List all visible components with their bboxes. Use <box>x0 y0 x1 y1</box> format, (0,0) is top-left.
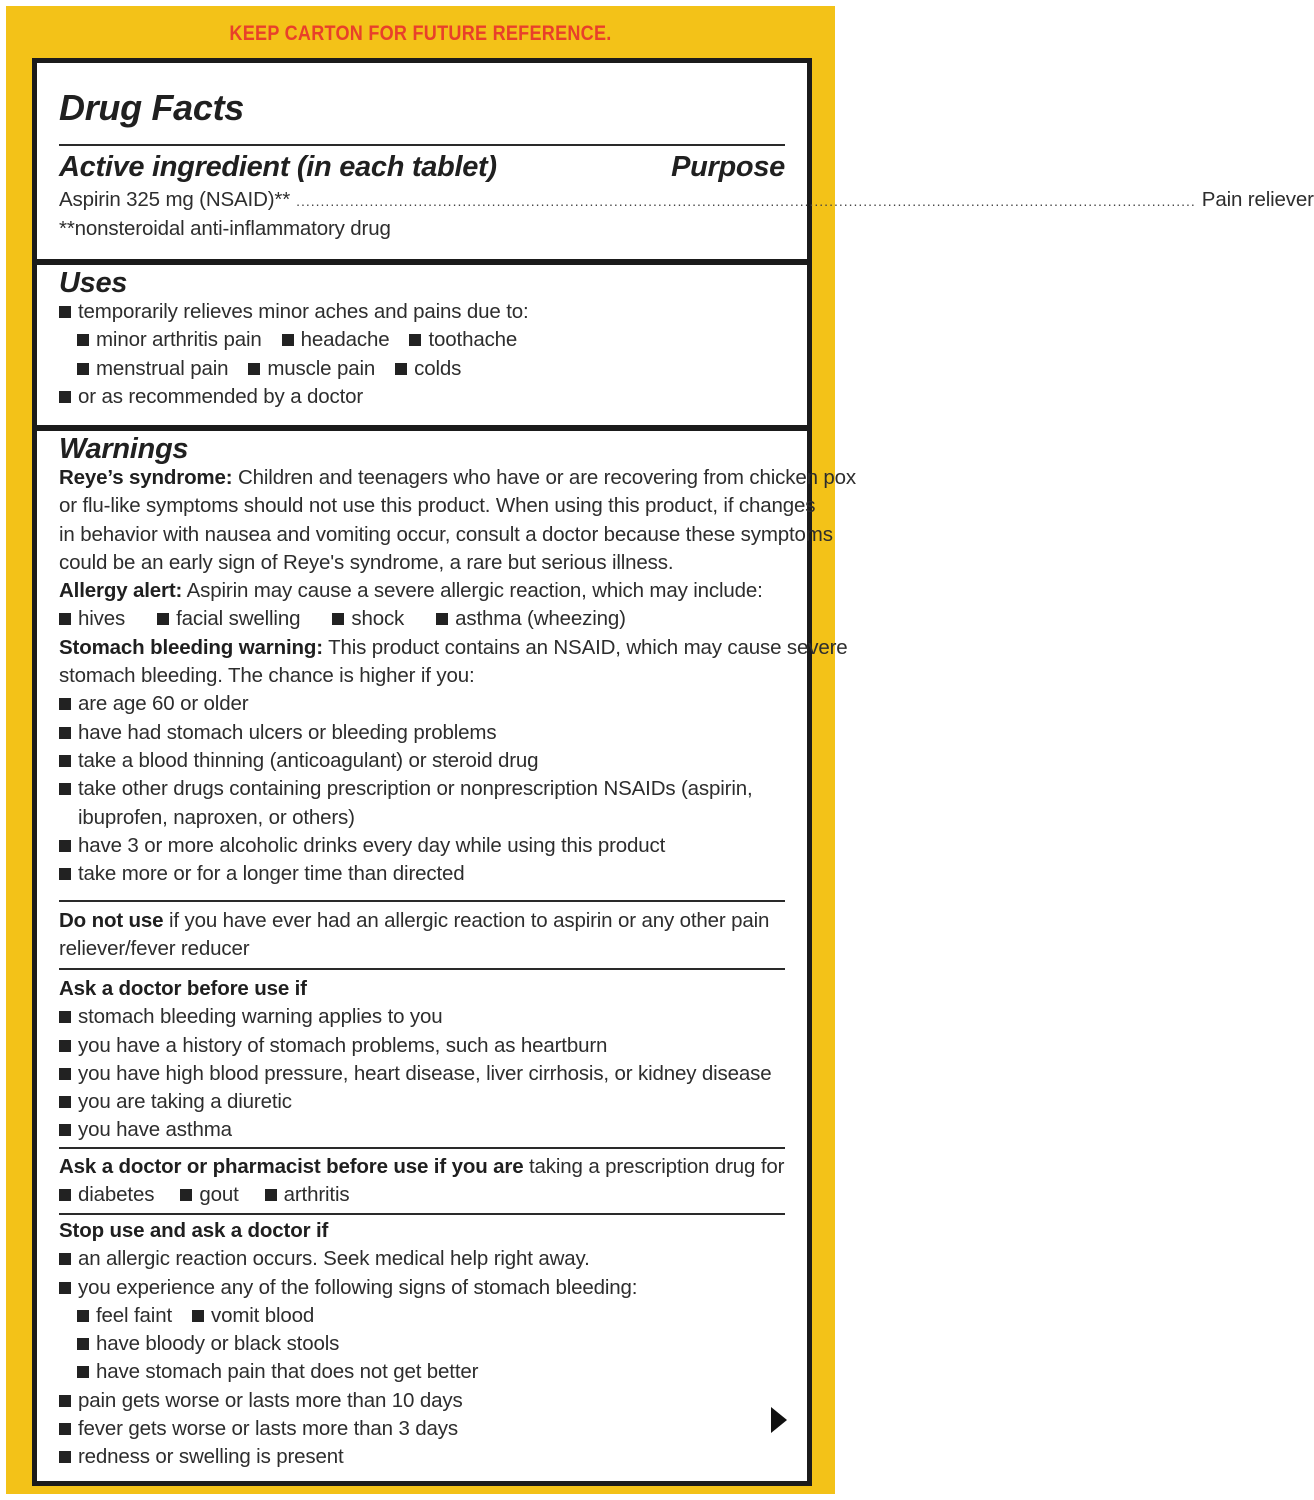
stop-use-item-1: an allergic reaction occurs. Seek medical help right away. <box>59 1245 785 1273</box>
warnings-section <box>37 433 856 888</box>
bullet-icon <box>59 1282 71 1294</box>
stomach-item-5: have 3 or more alcoholic drinks every day while using this product <box>59 832 785 860</box>
drug-facts-title: Drug Facts <box>59 87 245 128</box>
ask-doctor-item-2: you have a history of stomach problems, such as heartburn <box>59 1032 785 1060</box>
active-ingredient-heading: Active ingredient (in each tablet) <box>59 151 497 183</box>
uses-heading: Uses <box>59 267 128 299</box>
uses-section <box>37 267 807 411</box>
bullet-icon <box>59 727 71 739</box>
bullet-icon <box>59 1253 71 1265</box>
bullet-icon <box>180 1189 192 1201</box>
stomach-warning-1: Stomach bleeding warning: This product contains an NSAID, which may cause severe <box>59 635 848 659</box>
bullet-icon <box>77 363 89 375</box>
bullet-icon <box>192 1310 204 1322</box>
bullet-icon <box>59 698 71 710</box>
allergy-items: hives facial swelling shock asthma (wheezing) <box>59 605 785 633</box>
warnings-heading: Warnings <box>59 433 189 465</box>
bullet-icon <box>59 1189 71 1201</box>
ask-doctor-item-1: stomach bleeding warning applies to you <box>59 1003 785 1031</box>
stop-use-sub-1: feel faint vomit blood <box>59 1302 785 1330</box>
bullet-icon <box>59 840 71 852</box>
bullet-icon <box>59 1423 71 1435</box>
ingredient-footnote: **nonsteroidal anti-inflammatory drug <box>59 217 391 241</box>
reye-line-2: or flu-like symptoms should not use this product. When using this product, if changes <box>59 494 816 518</box>
continue-arrow-icon <box>771 1407 787 1433</box>
ingredient-row <box>59 186 1314 215</box>
stop-use-item-3: pain gets worse or lasts more than 10 days <box>59 1387 785 1415</box>
stop-use-item-5: redness or swelling is present <box>59 1443 785 1471</box>
leader-dots: ........................................................................................................................................................................................ <box>296 193 1196 209</box>
bullet-icon <box>265 1189 277 1201</box>
bullet-icon <box>77 1310 89 1322</box>
purpose-heading: Purpose <box>671 151 785 183</box>
bullet-icon <box>409 334 421 346</box>
bullet-icon <box>59 1096 71 1108</box>
bullet-icon <box>59 1124 71 1136</box>
uses-items-row-1: minor arthritis pain headache toothache <box>59 326 785 354</box>
bullet-icon <box>395 363 407 375</box>
reye-line-4: could be an early sign of Reye's syndrome, a rare but serious illness. <box>59 550 674 574</box>
bullet-icon <box>282 334 294 346</box>
warnings-divider-1 <box>59 900 785 902</box>
uses-last: or as recommended by a doctor <box>59 383 785 411</box>
bullet-icon <box>59 1040 71 1052</box>
stomach-item-3: take a blood thinning (anticoagulant) or steroid drug <box>59 747 785 775</box>
stomach-warning-2: stomach bleeding. The chance is higher if you: <box>59 664 475 688</box>
ingredient-name: Aspirin 325 mg (NSAID)** <box>59 188 291 211</box>
bullet-icon <box>59 306 71 318</box>
ingredient-purpose: Pain reliever <box>1201 188 1314 211</box>
warnings-divider-2 <box>59 968 785 970</box>
do-not-use-line-2: reliever/fever reducer <box>59 937 250 961</box>
uses-items-row-2: menstrual pain muscle pain colds <box>59 355 785 383</box>
ask-pharmacist-line: Ask a doctor or pharmacist before use if you are taking a prescription drug for <box>59 1155 785 1178</box>
uses-intro: temporarily relieves minor aches and pains due to: <box>59 298 785 326</box>
stop-use-section <box>37 1217 807 1472</box>
carton-banner: KEEP CARTON FOR FUTURE REFERENCE. <box>229 22 612 45</box>
title-divider <box>59 144 785 146</box>
bullet-icon <box>59 1011 71 1023</box>
stop-use-item-2: you experience any of the following signs of stomach bleeding: <box>59 1274 785 1302</box>
bullet-icon <box>59 391 71 403</box>
allergy-alert: Allergy alert: Aspirin may cause a severe allergic reaction, which may include: <box>59 579 763 603</box>
bullet-icon <box>332 613 344 625</box>
stop-use-heading: Stop use and ask a doctor if <box>59 1219 329 1242</box>
ask-pharmacist-section <box>37 1153 807 1210</box>
active-ingredient-section <box>37 151 1314 244</box>
reye-line-3: in behavior with nausea and vomiting occur, consult a doctor because these symptoms <box>59 522 833 546</box>
bullet-icon <box>59 755 71 767</box>
section-divider-1 <box>37 259 807 265</box>
warnings-divider-3 <box>59 1147 785 1149</box>
drug-facts-panel <box>32 58 1314 1486</box>
bullet-icon <box>436 613 448 625</box>
bullet-icon <box>77 334 89 346</box>
bullet-icon <box>59 613 71 625</box>
section-divider-2 <box>37 425 807 431</box>
stop-use-sub-2: have bloody or black stools <box>59 1330 785 1358</box>
bullet-icon <box>77 1366 89 1378</box>
do-not-use-section <box>37 907 807 964</box>
carton-background <box>6 6 1314 1494</box>
stomach-item-6: take more or for a longer time than directed <box>59 860 785 888</box>
ask-doctor-item-4: you are taking a diuretic <box>59 1088 785 1116</box>
ask-doctor-item-3: you have high blood pressure, heart disease, liver cirrhosis, or kidney disease <box>59 1060 785 1088</box>
bullet-icon <box>77 1338 89 1350</box>
stop-use-sub-3: have stomach pain that does not get better <box>59 1358 785 1386</box>
stomach-item-2: have had stomach ulcers or bleeding problems <box>59 719 785 747</box>
stop-use-item-4: fever gets worse or lasts more than 3 days <box>59 1415 785 1443</box>
ask-doctor-item-5: you have asthma <box>59 1116 785 1144</box>
bullet-icon <box>59 1068 71 1080</box>
reye-line-1: Reye’s syndrome: Children and teenagers who have or are recovering from chicken pox <box>59 466 856 489</box>
do-not-use-line-1: Do not use if you have ever had an allergic reaction to aspirin or any other pain <box>59 909 770 932</box>
stomach-item-4: take other drugs containing prescription or nonprescription NSAIDs (aspirin, <box>59 775 785 803</box>
bullet-icon <box>59 1395 71 1407</box>
stomach-item-4-cont: ibuprofen, naproxen, or others) <box>78 805 355 829</box>
bullet-icon <box>59 783 71 795</box>
bullet-icon <box>248 363 260 375</box>
warnings-divider-4 <box>59 1213 785 1215</box>
bullet-icon <box>59 1451 71 1463</box>
ask-doctor-heading: Ask a doctor before use if <box>59 977 307 1000</box>
bullet-icon <box>157 613 169 625</box>
drug-facts-title-section <box>37 87 807 129</box>
ask-pharmacist-items: diabetes gout arthritis <box>59 1181 785 1209</box>
stomach-item-1: are age 60 or older <box>59 690 785 718</box>
bullet-icon <box>59 868 71 880</box>
ask-doctor-section <box>37 975 807 1145</box>
